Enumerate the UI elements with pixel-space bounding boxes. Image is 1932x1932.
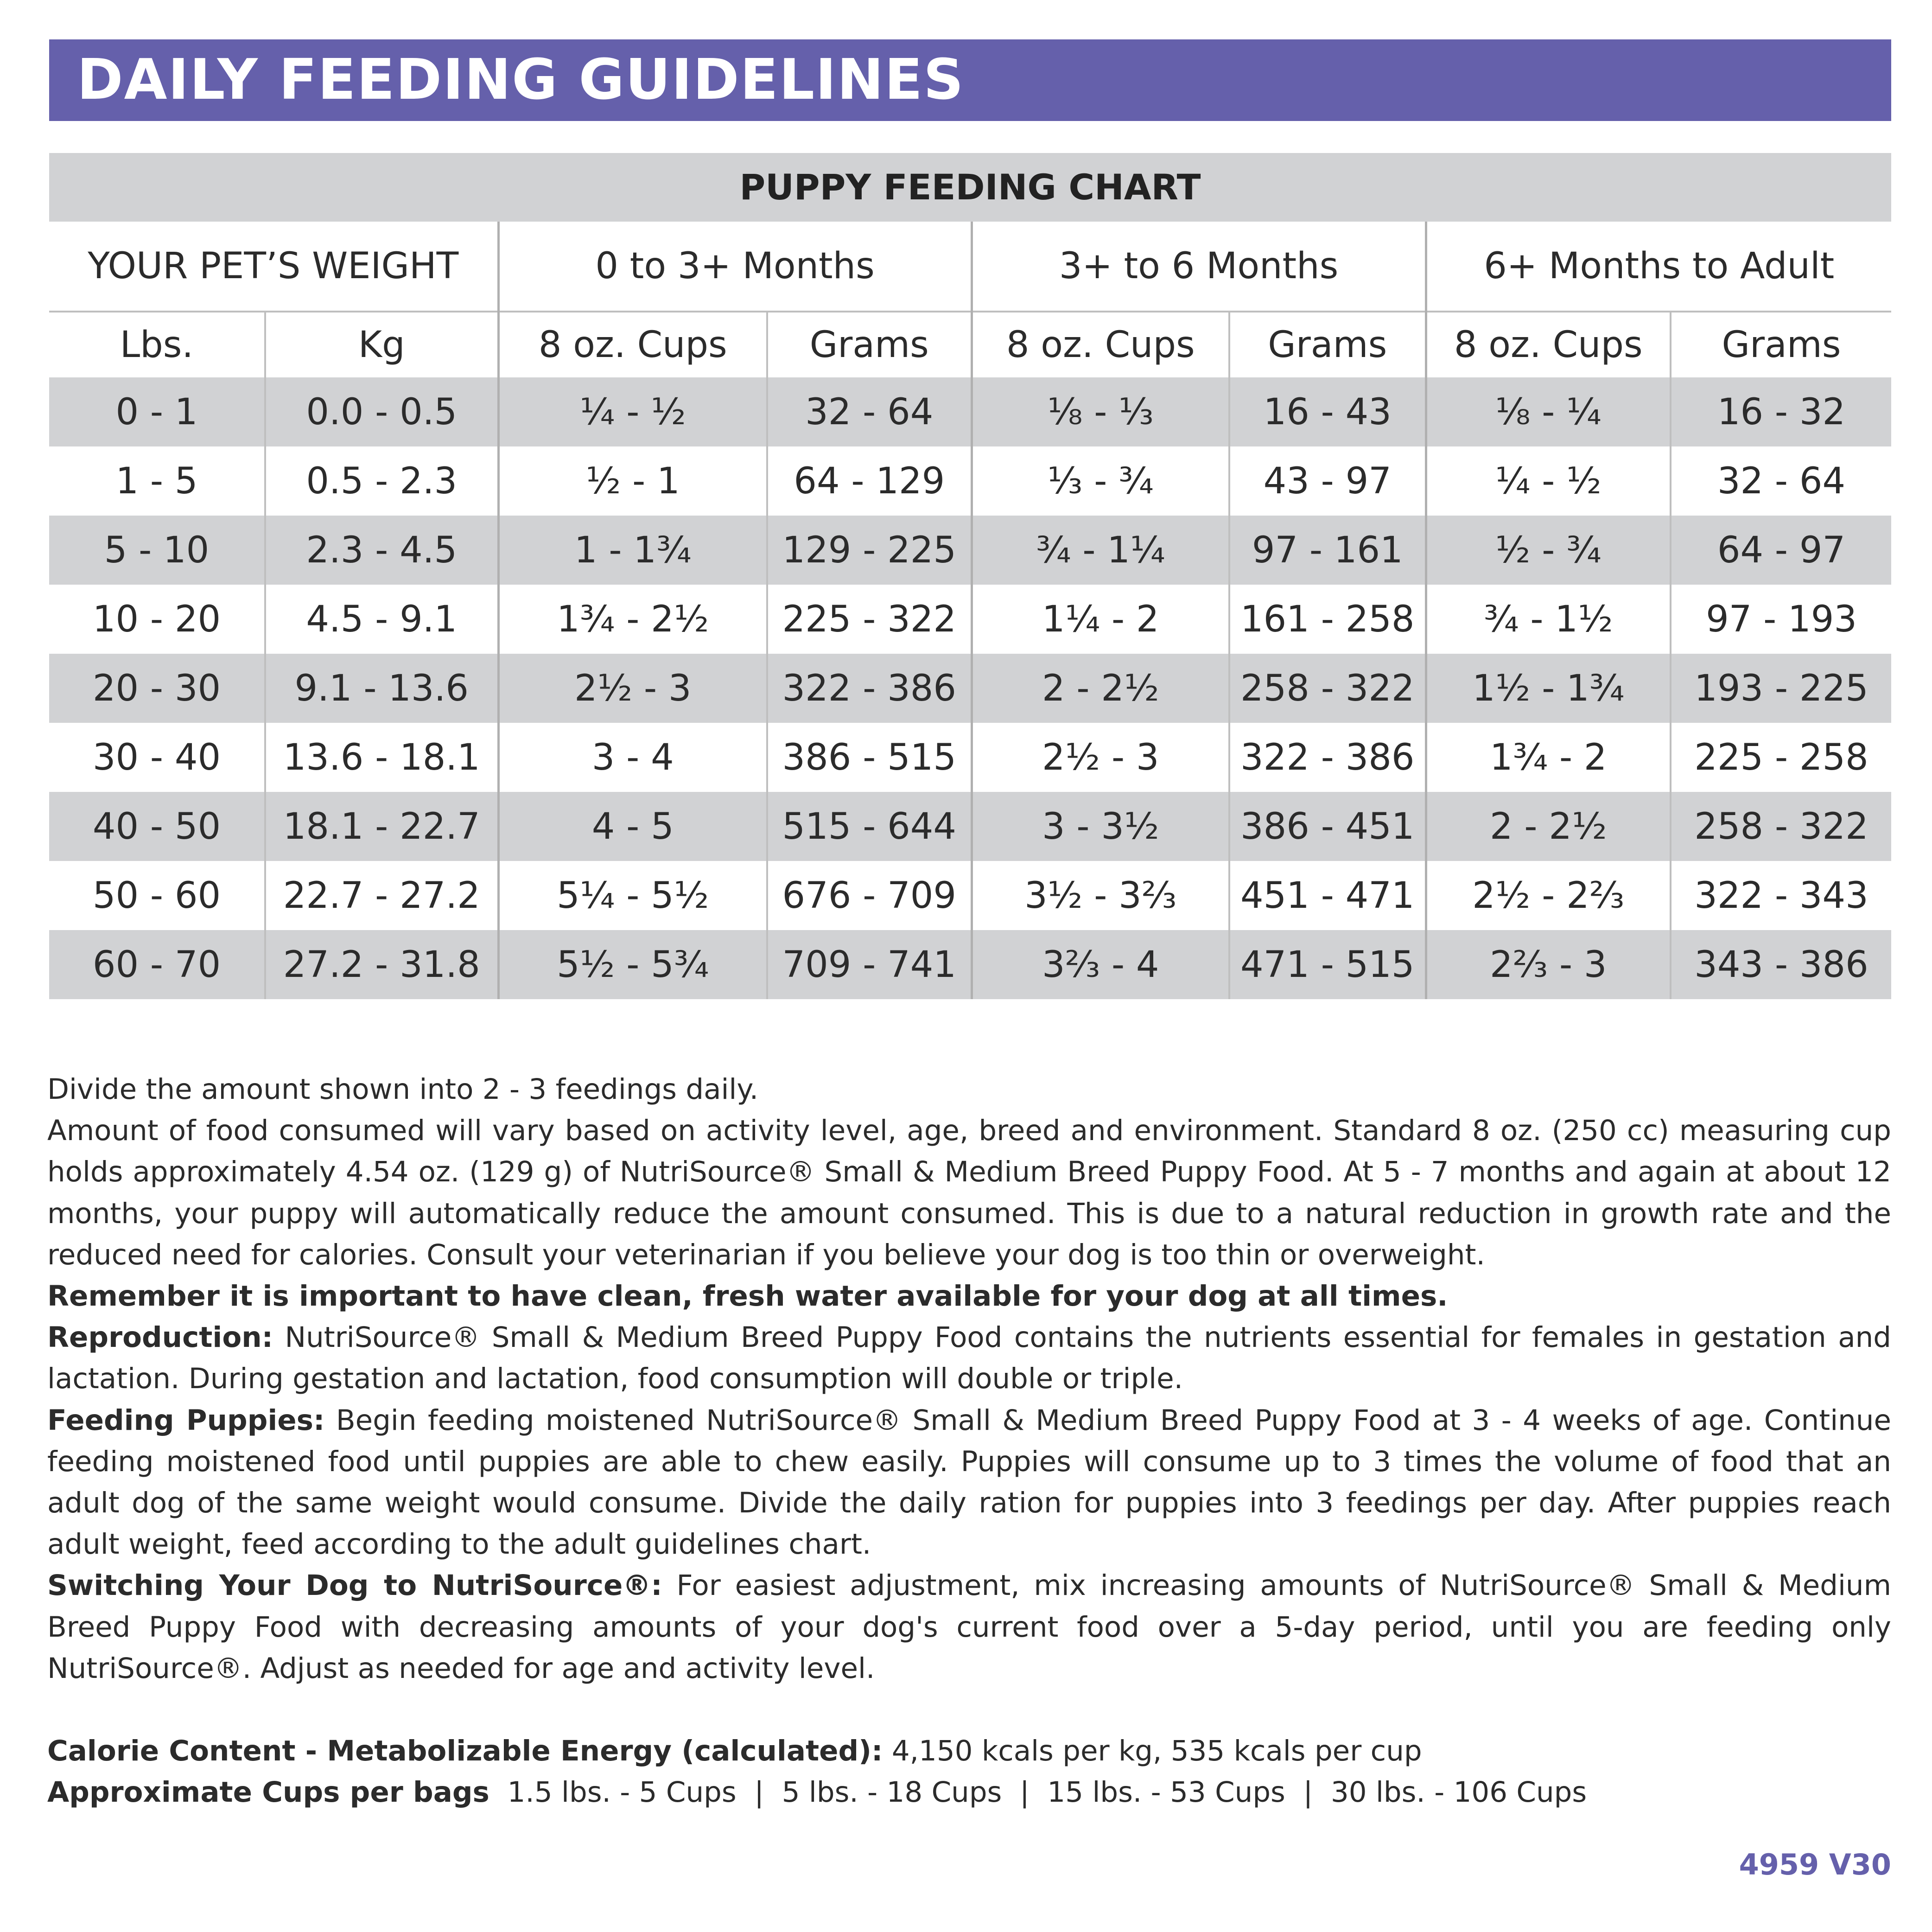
table-cell: ⅓ - ¾: [972, 446, 1229, 516]
table-cell: 60 - 70: [49, 930, 265, 999]
table-cell: 20 - 30: [49, 654, 265, 723]
table-row: [49, 930, 1891, 999]
reproduction-text: NutriSource® Small & Medium Breed Puppy Food contains the nutrients essential for females in gestation and lactation. During gestation and lactation, food consumption will double or triple.: [47, 1321, 1891, 1396]
table-cell: 386 - 451: [1229, 792, 1426, 861]
unit-header: 8 oz. Cups: [972, 312, 1229, 377]
age-group-header: 3+ to 6 Months: [972, 222, 1426, 312]
table-cell: 64 - 97: [1671, 516, 1891, 585]
table-row: [49, 585, 1891, 654]
table-row: [49, 723, 1891, 792]
unit-header: Kg: [265, 312, 498, 377]
table-row: [49, 792, 1891, 861]
spacer: [47, 1689, 1891, 1730]
table-cell: 322 - 386: [1229, 723, 1426, 792]
table-body: [49, 377, 1891, 999]
table-cell: 3⅔ - 4: [972, 930, 1229, 999]
table-cell: 97 - 193: [1671, 585, 1891, 654]
table-cell: 2½ - 3: [498, 654, 767, 723]
table-row: [49, 377, 1891, 446]
table-cell: 22.7 - 27.2: [265, 861, 498, 930]
table-cell: 2.3 - 4.5: [265, 516, 498, 585]
table-row: [49, 446, 1891, 516]
table-cell: 2 - 2½: [972, 654, 1229, 723]
unit-header: Grams: [1229, 312, 1426, 377]
table-cell: 97 - 161: [1229, 516, 1426, 585]
table-cell: 4.5 - 9.1: [265, 585, 498, 654]
table-cell: 3 - 3½: [972, 792, 1229, 861]
table-cell: 0.0 - 0.5: [265, 377, 498, 446]
banner-title: DAILY FEEDING GUIDELINES: [49, 39, 1891, 121]
table-cell: ¼ - ½: [498, 377, 767, 446]
unit-header: 8 oz. Cups: [498, 312, 767, 377]
table-cell: 50 - 60: [92, 874, 221, 917]
weight-header: YOUR PET’S WEIGHT: [49, 222, 498, 312]
table-cell: 5¼ - 5½: [498, 861, 767, 930]
table-cell: 1¼ - 2: [972, 585, 1229, 654]
note-divide: Divide the amount shown into 2 - 3 feedings daily.: [47, 1073, 759, 1106]
table-row: [49, 516, 1891, 585]
table-cell: 4 - 5: [498, 792, 767, 861]
water-text: Remember it is important to have clean, fresh water available for your dog at all times.: [47, 1280, 1448, 1313]
table-cell: 3½ - 3⅔: [972, 861, 1229, 930]
unit-header: Lbs.: [120, 324, 194, 366]
table-cell: 3 - 4: [498, 723, 767, 792]
table-cell: 343 - 386: [1671, 930, 1891, 999]
age-group-row: [49, 222, 1891, 312]
table-cell: 43 - 97: [1229, 446, 1426, 516]
table-cell: ⅛ - ¼: [1426, 377, 1671, 446]
note-switching: [47, 1565, 1891, 1689]
table-cell: 129 - 225: [767, 516, 972, 585]
table-row: [49, 861, 1891, 930]
table-cell: ¾ - 1½: [1426, 585, 1671, 654]
table-cell: 2½ - 2⅔: [1426, 861, 1671, 930]
table-cell: 2½ - 3: [972, 723, 1229, 792]
unit-header: Grams: [1671, 312, 1891, 377]
table-cell: 258 - 322: [1229, 654, 1426, 723]
table-cell: 18.1 - 22.7: [265, 792, 498, 861]
feeding-label: Feeding Puppies:: [47, 1403, 325, 1437]
table-cell: ½ - 1: [498, 446, 767, 516]
cups-label: Approximate Cups per bags: [47, 1776, 489, 1809]
feeding-table: [49, 222, 1891, 999]
table-cell: 1 - 5: [115, 460, 198, 502]
table-cell: 1½ - 1¾: [1426, 654, 1671, 723]
table-row: [49, 654, 1891, 723]
age-group-header: 0 to 3+ Months: [498, 222, 972, 312]
table-cell: 1¾ - 2: [1426, 723, 1671, 792]
product-code: 4959 V30: [1739, 1848, 1891, 1881]
table-cell: 676 - 709: [767, 861, 972, 930]
note-feeding-puppies: [47, 1400, 1891, 1565]
table-cell: 258 - 322: [1671, 792, 1891, 861]
feeding-notes: [47, 1069, 1891, 1813]
table-cell: 386 - 515: [767, 723, 972, 792]
table-cell: 515 - 644: [767, 792, 972, 861]
table-cell: 32 - 64: [767, 377, 972, 446]
age-group-header: 6+ Months to Adult: [1426, 222, 1891, 312]
feeding-text: Begin feeding moistened NutriSource® Small & Medium Breed Puppy Food at 3 - 4 weeks of age. Continue feeding moistened food until puppies are able to chew easily. Puppies will consume up to 3 times the volume of food that an adult dog of the same weight would consume. Divide the daily ration for puppies into 3 feedings per day. After puppies reach adult weight, feed according to the adult guidelines chart.: [47, 1403, 1891, 1561]
table-cell: 32 - 64: [1671, 446, 1891, 516]
note-reproduction: [47, 1317, 1891, 1399]
table-cell: 64 - 129: [767, 446, 972, 516]
cups-text: 1.5 lbs. - 5 Cups | 5 lbs. - 18 Cups | 15 lbs. - 53 Cups | 30 lbs. - 106 Cups: [489, 1776, 1587, 1809]
table-cell: 0.5 - 2.3: [265, 446, 498, 516]
table-cell: 322 - 343: [1671, 861, 1891, 930]
switching-text: For easiest adjustment, mix increasing amounts of NutriSource® Small & Medium Breed Puppy Food with decreasing amounts of your dog's current food over a 5-day period, until you are feeding only NutriSource®. Adjust as needed for age and activity level.: [47, 1569, 1891, 1685]
table-cell: 30 - 40: [92, 736, 221, 778]
table-cell: ⅛ - ⅓: [972, 377, 1229, 446]
table-cell: 5½ - 5¾: [498, 930, 767, 999]
unit-header-row: [49, 312, 1891, 377]
table-cell: 471 - 515: [1229, 930, 1426, 999]
table-cell: 1 - 1¾: [498, 516, 767, 585]
table-cell: ½ - ¾: [1426, 516, 1671, 585]
switching-label: Switching Your Dog to NutriSource®:: [47, 1569, 662, 1602]
puppy-feeding-chart: [49, 153, 1891, 999]
table-cell: 13.6 - 18.1: [265, 723, 498, 792]
table-cell: 16 - 43: [1229, 377, 1426, 446]
calorie-label: Calorie Content - Metabolizable Energy (calculated):: [47, 1734, 883, 1768]
note-cups: [47, 1772, 1891, 1813]
table-cell: 161 - 258: [1229, 585, 1426, 654]
note-amount: Amount of food consumed will vary based on activity level, age, breed and environment. Standard 8 oz. (250 cc) measuring cup holds approximately 4.54 oz. (129 g) of NutriSource® Small & Medium Breed Puppy Food. At 5 - 7 months and again at about 12 months, your puppy will automatically reduce the amount consumed. This is due to a natural reduction in growth rate and the reduced need for calories. Consult your veterinarian if you believe your dog is too thin or overweight.: [47, 1114, 1891, 1271]
unit-header: Grams: [767, 312, 972, 377]
table-cell: 10 - 20: [92, 598, 221, 640]
table-cell: 0 - 1: [49, 377, 265, 446]
chart-title: PUPPY FEEDING CHART: [49, 153, 1891, 222]
table-cell: 322 - 386: [767, 654, 972, 723]
table-cell: 27.2 - 31.8: [265, 930, 498, 999]
table-cell: 2 - 2½: [1426, 792, 1671, 861]
table-cell: 193 - 225: [1671, 654, 1891, 723]
table-cell: 2⅔ - 3: [1426, 930, 1671, 999]
table-cell: 9.1 - 13.6: [265, 654, 498, 723]
table-cell: 1¾ - 2½: [498, 585, 767, 654]
note-calorie: [47, 1730, 1891, 1772]
table-cell: ¾ - 1¼: [972, 516, 1229, 585]
table-cell: 16 - 32: [1671, 377, 1891, 446]
table-cell: 225 - 258: [1671, 723, 1891, 792]
table-cell: 5 - 10: [49, 516, 265, 585]
table-cell: 451 - 471: [1229, 861, 1426, 930]
table-cell: 40 - 50: [49, 792, 265, 861]
table-cell: 225 - 322: [767, 585, 972, 654]
calorie-text: 4,150 kcals per kg, 535 kcals per cup: [883, 1734, 1422, 1768]
table-cell: ¼ - ½: [1426, 446, 1671, 516]
reproduction-label: Reproduction:: [47, 1321, 273, 1354]
table-cell: 709 - 741: [767, 930, 972, 999]
unit-header: 8 oz. Cups: [1426, 312, 1671, 377]
note-water: [47, 1275, 1891, 1317]
